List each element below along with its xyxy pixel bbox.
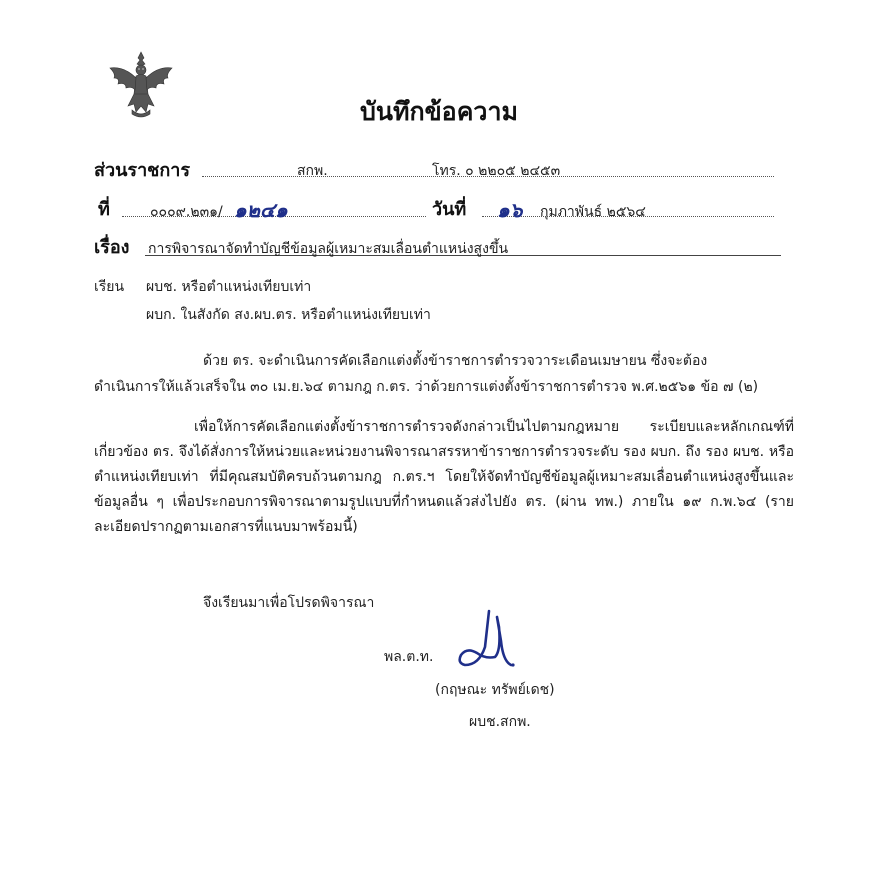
department-value: สกพ. bbox=[297, 163, 328, 179]
department-label: ส่วนราชการ bbox=[94, 160, 191, 181]
signature-rank: พล.ต.ท. bbox=[384, 649, 434, 665]
paragraph-1-line-2: ดำเนินการให้แล้วเสร็จใน ๓๐ เม.ย.๖๔ ตามกฎ ก.ตร. ว่าด้วยการแต่งตั้งข้าราชการตำรวจ พ.ศ.๒๕๖๑ ข้อ ๗ (๒) bbox=[94, 379, 759, 395]
signature-position: ผบช.สกพ. bbox=[469, 714, 531, 730]
document-title: บันทึกข้อความ bbox=[360, 97, 518, 126]
date-label: วันที่ bbox=[432, 199, 467, 220]
ref-prefix: ๐๐๐๙.๒๓๑/ bbox=[150, 204, 223, 220]
salutation-label: เรียน bbox=[94, 279, 125, 295]
date-day-handwritten: ๑๖ bbox=[497, 198, 523, 222]
paragraph-2: เพื่อให้การคัดเลือกแต่งตั้งข้าราชการตำรวจดังกล่าวเป็นไปตามกฎหมาย ระเบียบและหลักเกณฑ์ที่เกี่ยวข้อง ตร. จึงได้สั่งการให้หน่วยและหน่วยงานพิจารณาสรรหาข้าราชการตำรวจระดับ รอง ผบก. ถึง รอง ผบช. หรือตำแหน่งเทียบเท่า ที่มีคุณสมบัติครบถ้วนตามกฎ ก.ตร.ฯ โดยให้จัดทำบัญชีข้อมูลผู้เหมาะสมเลื่อนตำแหน่งสูงขึ้นและข้อมูลอื่น ๆ เพื่อประกอบการพิจารณาตามรูปแบบที่กำหนดแล้วส่งไปยัง ตร. (ผ่าน ทพ.) ภายใน ๑๙ ก.พ.๖๔ (รายละเอียดปรากฏตามเอกสารที่แนบมาพร้อมนี้) bbox=[94, 419, 794, 535]
handwritten-signature-icon bbox=[455, 607, 519, 673]
recipient-2: ผบก. ในสังกัด สง.ผบ.ตร. หรือตำแหน่งเทียบเท่า bbox=[146, 307, 431, 323]
ref-number-handwritten: ๑๒๔๑ bbox=[234, 198, 288, 222]
subject-label: เรื่อง bbox=[94, 237, 130, 258]
ref-label: ที่ bbox=[98, 199, 110, 220]
date-value: กุมภาพันธ์ ๒๕๖๔ bbox=[540, 204, 646, 220]
phone-value: โทร. ๐ ๒๒๐๕ ๒๔๕๓ bbox=[432, 163, 561, 179]
paragraph-1-line-1: ด้วย ตร. จะดำเนินการคัดเลือกแต่งตั้งข้าราชการตำรวจวาระเดือนเมษายน ซึ่งจะต้อง bbox=[203, 353, 708, 369]
recipient-1: ผบช. หรือตำแหน่งเทียบเท่า bbox=[146, 279, 312, 295]
paragraph-2-container bbox=[94, 415, 794, 540]
signature-name: (กฤษณะ ทรัพย์เดช) bbox=[435, 682, 555, 698]
closing-line: จึงเรียนมาเพื่อโปรดพิจารณา bbox=[203, 595, 375, 611]
subject-value: การพิจารณาจัดทำบัญชีข้อมูลผู้เหมาะสมเลื่อนตำแหน่งสูงขึ้น bbox=[148, 241, 509, 257]
